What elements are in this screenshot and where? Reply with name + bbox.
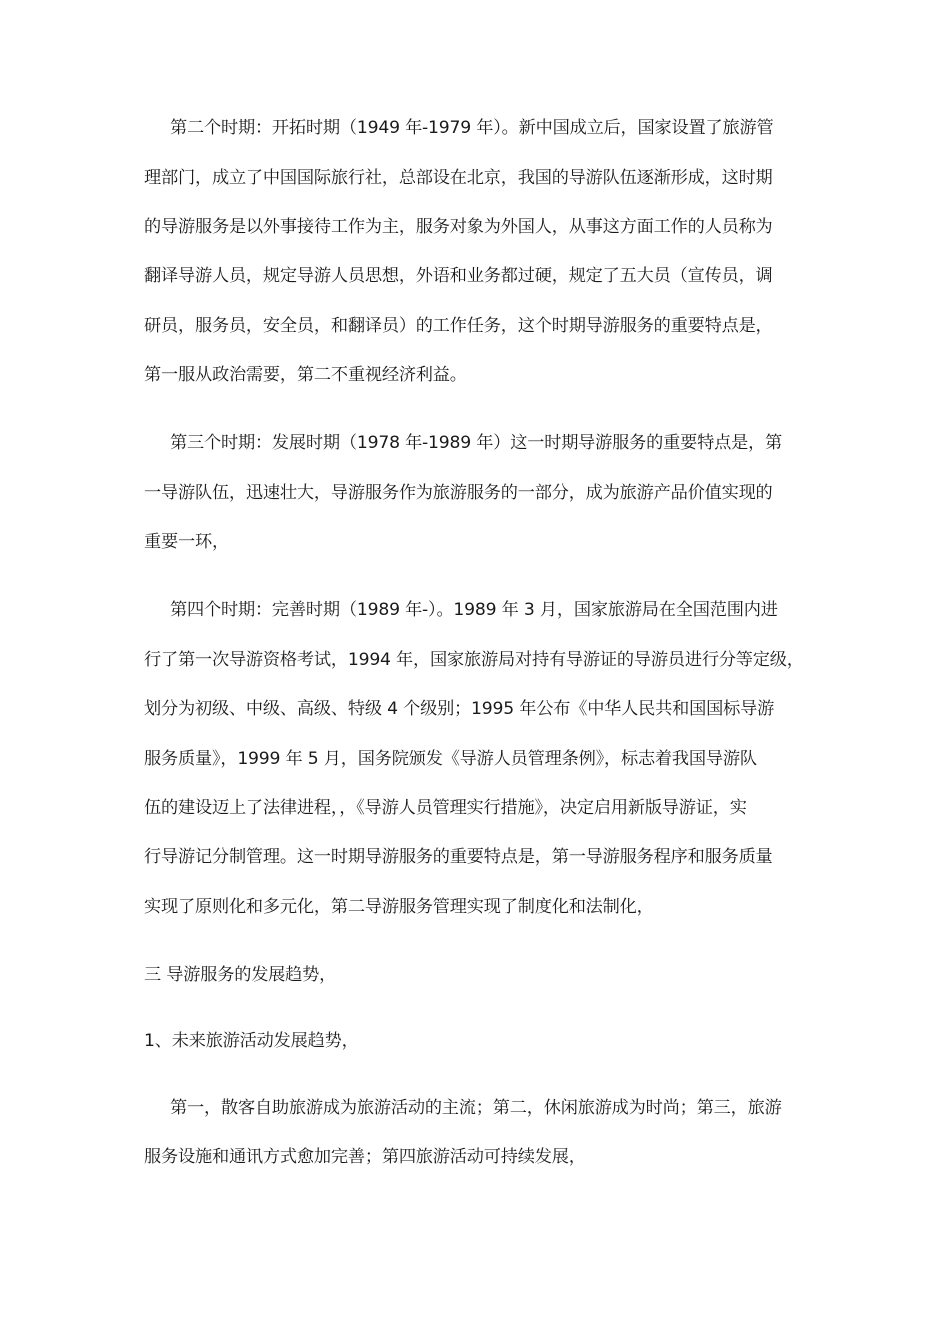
paragraph-line: 一导游队伍，迅速壮大，导游服务作为旅游服务的一部分，成为旅游产品价值实现的 (144, 483, 773, 503)
paragraph-line: 第二个时期：开拓时期（1949 年-1979 年）。新中国成立后，国家设置了旅游管 (170, 118, 774, 138)
paragraph-line: 第四个时期：完善时期（1989 年-）。1989 年 3 月，国家旅游局在全国范围内进 (170, 600, 778, 620)
paragraph-line: 研员，服务员，安全员，和翻译员）的工作任务，这个时期导游服务的重要特点是， (144, 316, 773, 336)
paragraph-line: 服务质量》，1999 年 5 月，国务院颁发《导游人员管理条例》，标志着我国导游队 (144, 749, 757, 769)
paragraph-line: 第一服从政治需要，第二不重视经济利益。 (144, 365, 467, 385)
paragraph-line: 行导游记分制管理。这一时期导游服务的重要特点是，第一导游服务程序和服务质量 (144, 847, 773, 867)
paragraph-line: 理部门，成立了中国国际旅行社，总部设在北京，我国的导游队伍逐渐形成，这时期 (144, 168, 773, 188)
subsection-heading: 1、未来旅游活动发展趋势， (144, 1031, 359, 1051)
paragraph-line: 实现了原则化和多元化，第二导游服务管理实现了制度化和法制化， (144, 897, 654, 917)
paragraph-line: 划分为初级、中级、高级、特级 4 个级别；1995 年公布《中华人民共和国国标导游 (144, 699, 775, 719)
paragraph-line: 第一，散客自助旅游成为旅游活动的主流；第二，休闲旅游成为时尚；第三，旅游 (170, 1098, 782, 1118)
paragraph-line: 行了第一次导游资格考试，1994 年，国家旅游局对持有导游证的导游员进行分等定级， (144, 650, 804, 670)
paragraph-line: 服务设施和通讯方式愈加完善；第四旅游活动可持续发展， (144, 1147, 586, 1167)
paragraph-line: 伍的建设迈上了法律进程，，《导游人员管理实行措施》，决定启用新版导游证，实 (144, 798, 747, 818)
paragraph-line: 第三个时期：发展时期（1978 年-1989 年）这一时期导游服务的重要特点是，第 (170, 433, 783, 453)
paragraph-line: 翻译导游人员，规定导游人员思想，外语和业务都过硬，规定了五大员（宣传员，调 (144, 266, 773, 286)
paragraph-line: 重要一环， (144, 532, 229, 552)
paragraph-line: 的导游服务是以外事接待工作为主，服务对象为外国人，从事这方面工作的人员称为 (144, 217, 773, 237)
section-heading: 三 导游服务的发展趋势， (144, 965, 337, 985)
